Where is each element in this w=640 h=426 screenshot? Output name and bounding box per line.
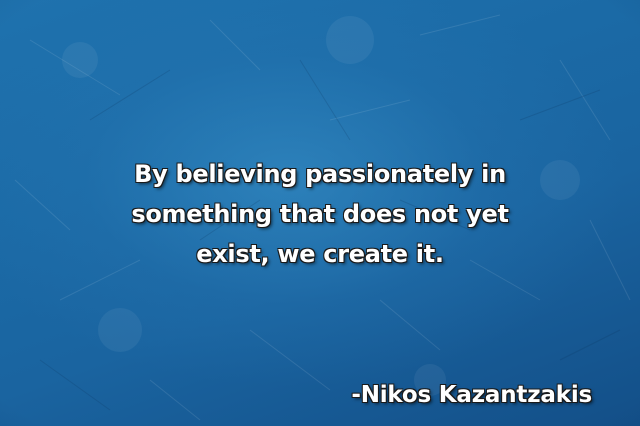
quote-line: By believing passionately in — [134, 160, 506, 188]
quote-line: exist, we create it. — [196, 240, 444, 268]
quote-author: -Nikos Kazantzakis — [351, 382, 592, 408]
quote-line: something that does not yet — [131, 200, 509, 228]
quote-text — [100, 154, 540, 274]
